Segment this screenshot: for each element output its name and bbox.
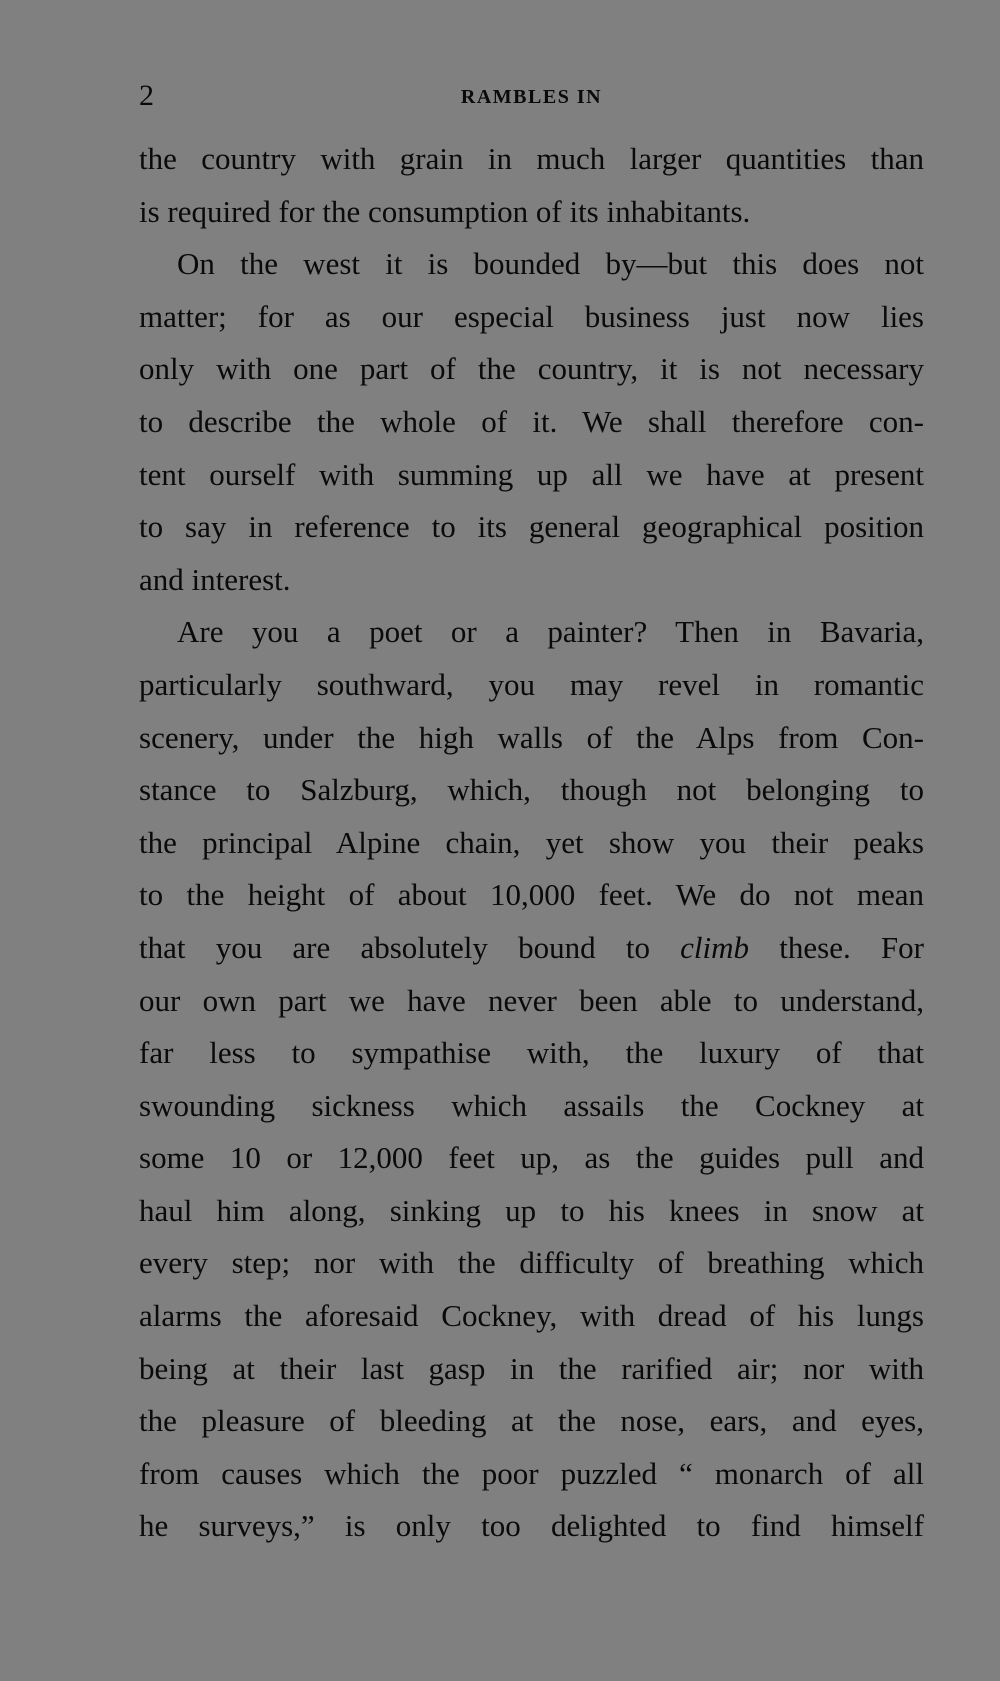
text-line: tent ourself with summing up all we have at present bbox=[139, 456, 924, 492]
text-line: haul him along, sinking up to his knees in snow at bbox=[139, 1192, 924, 1228]
paragraph-1 bbox=[139, 133, 924, 238]
text-line: to say in reference to its general geographical position bbox=[139, 509, 924, 545]
text-line: swounding sickness which assails the Cockney at bbox=[139, 1087, 924, 1123]
text-line-with-italic bbox=[139, 922, 924, 975]
text-line: being at their last gasp in the rarified air; nor with bbox=[139, 1350, 924, 1386]
page-number: 2 bbox=[139, 79, 154, 112]
text-line: scenery, under the high walls of the Alps from Con- bbox=[139, 719, 924, 755]
text-line: every step; nor with the difficulty of breathing which bbox=[139, 1245, 924, 1281]
text-line: alarms the aforesaid Cockney, with dread of his lungs bbox=[139, 1298, 924, 1334]
text-line: from causes which the poor puzzled “ monarch of all bbox=[139, 1455, 924, 1491]
text-line: he surveys,” is only too delighted to find himself bbox=[139, 1508, 924, 1544]
text-line: the principal Alpine chain, yet show you their peaks bbox=[139, 824, 924, 860]
running-head bbox=[139, 76, 924, 116]
body-text bbox=[139, 133, 924, 1553]
text-line: On the west it is bounded by—but this does not bbox=[177, 246, 924, 282]
text-line: matter; for as our especial business just now lies bbox=[139, 298, 924, 334]
running-title: RAMBLES IN bbox=[460, 86, 603, 108]
text-line: is required for the consumption of its inhabitants. bbox=[139, 193, 751, 229]
text-segment: these. For bbox=[779, 929, 924, 965]
text-line: some 10 or 12,000 feet up, as the guides pull and bbox=[139, 1140, 924, 1176]
text-line: the pleasure of bleeding at the nose, ears, and eyes, bbox=[139, 1403, 924, 1439]
text-line: Are you a poet or a painter? Then in Bavaria, bbox=[177, 614, 924, 650]
text-segment: that you are absolutely bound to bbox=[139, 929, 650, 965]
text-line: only with one part of the country, it is not necessary bbox=[139, 351, 924, 387]
text-line: particularly southward, you may revel in romantic bbox=[139, 666, 924, 702]
paragraph-3 bbox=[139, 606, 924, 1553]
paragraph-2 bbox=[139, 238, 924, 606]
text-line: the country with grain in much larger quantities than bbox=[139, 141, 924, 176]
italic-word: climb bbox=[680, 929, 750, 965]
text-line: our own part we have never been able to understand, bbox=[139, 982, 924, 1018]
text-line: and interest. bbox=[139, 561, 291, 597]
text-line: far less to sympathise with, the luxury of that bbox=[139, 1035, 924, 1071]
text-line: to describe the whole of it. We shall therefore con- bbox=[139, 403, 924, 439]
text-line: to the height of about 10,000 feet. We do not mean bbox=[139, 877, 924, 913]
text-line: stance to Salzburg, which, though not belonging to bbox=[139, 772, 924, 808]
